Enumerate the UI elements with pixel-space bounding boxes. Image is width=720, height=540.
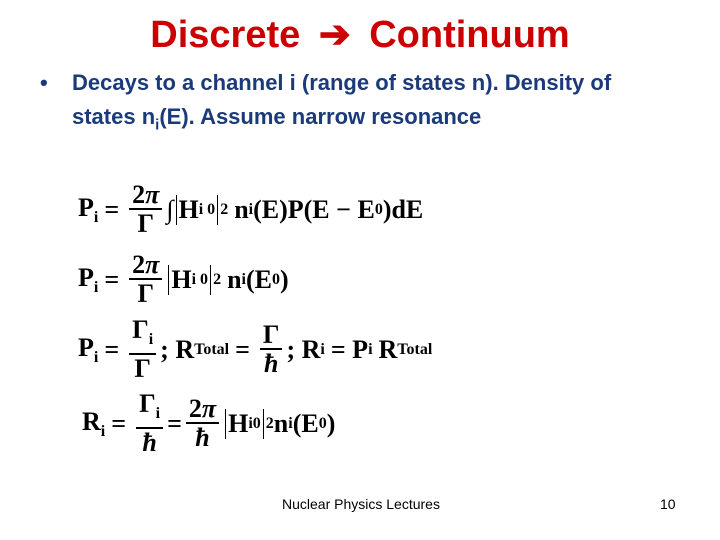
bullet-text-subscript: i xyxy=(155,116,160,134)
bullet-text-part-2: (E). Assume narrow resonance xyxy=(159,104,482,129)
bullet-dot: • xyxy=(40,70,48,95)
equation-4: $R_i$ = $\frac{\Gamma_i}{ħ}$ = $\frac{2\pi}{ħ}$ H i0 2 n i (E 0 ) xyxy=(82,389,336,457)
equation-2: $P_i$ = $\frac{2\pi}{\Gamma}$ H i 0 2 n i (E 0 ) xyxy=(78,250,289,308)
footer-title: Nuclear Physics Lectures xyxy=(282,496,440,512)
bullet-text-part-1: Decays to a channel i (range of states n). Density of states n xyxy=(72,70,612,129)
page-number: 10 xyxy=(660,496,676,512)
bullet-text xyxy=(72,66,660,142)
equation-3: $P_i$ = $\frac{\Gamma_i}{\Gamma}$ ; R Total = $\frac{\Gamma}{ħ}$ ; R i = P i R Total xyxy=(78,315,433,383)
equation-1: $P_i$ = $\frac{2\pi}{\Gamma}$ ∫ H i 0 2 n i (E)P(E − E 0 )dE xyxy=(78,180,424,238)
arrow-right-icon: ➔ xyxy=(318,14,351,56)
title-discrete: Discrete xyxy=(150,14,301,56)
title-continuum: Continuum xyxy=(369,14,570,56)
slide-title xyxy=(0,10,720,60)
